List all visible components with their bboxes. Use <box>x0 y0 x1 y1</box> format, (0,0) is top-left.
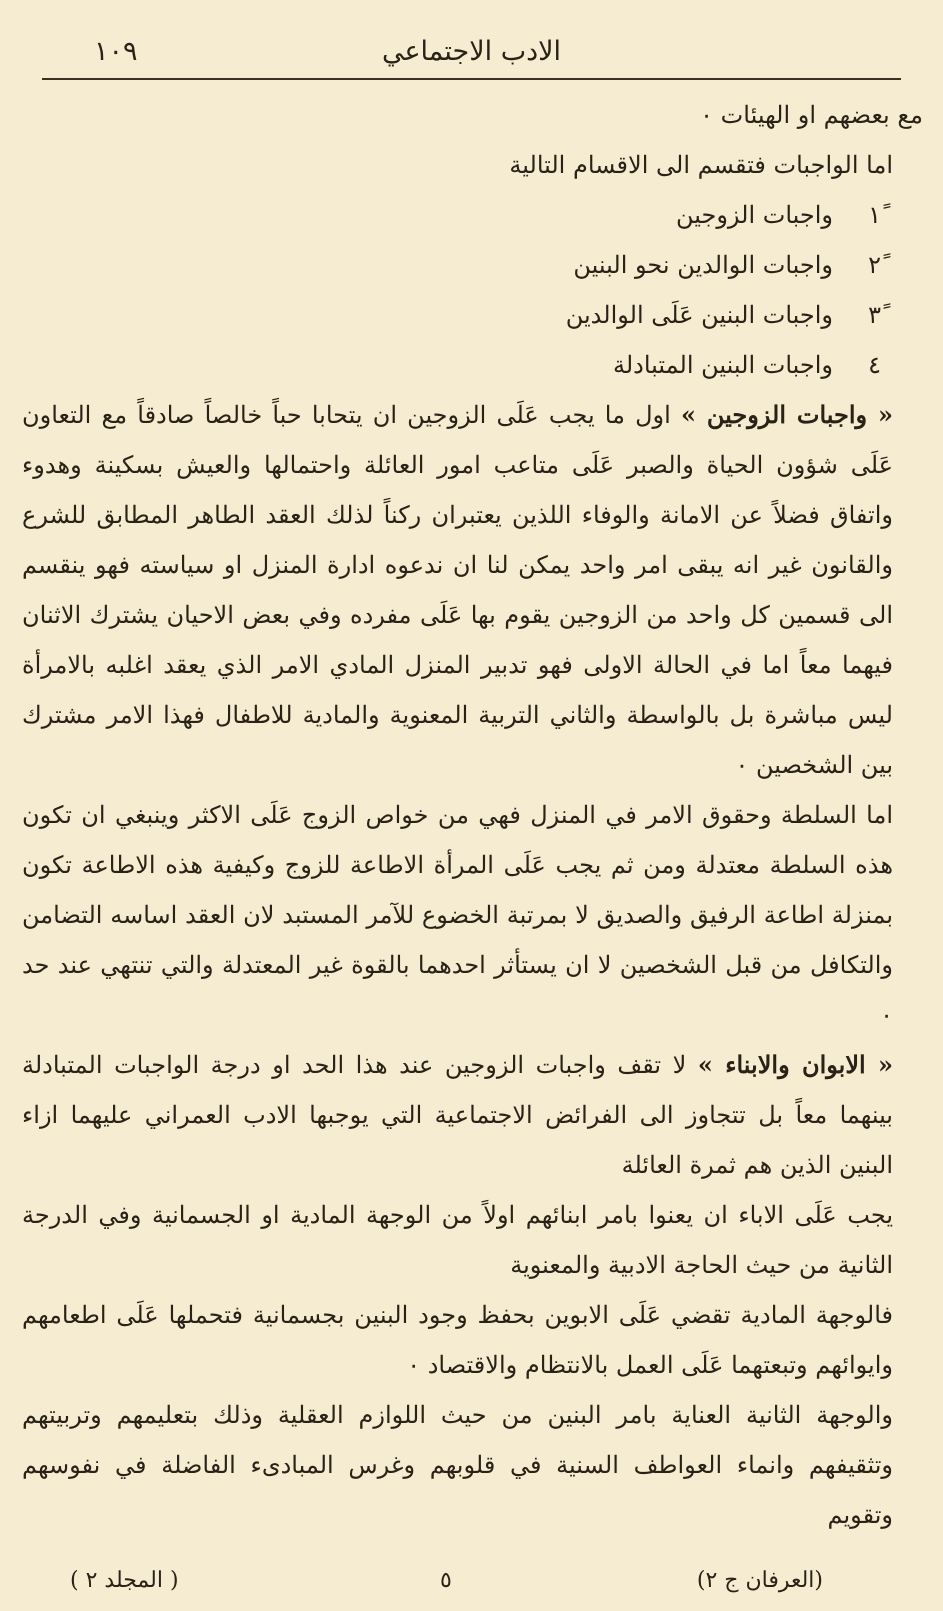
page-footer <box>60 1568 823 1604</box>
page-header <box>42 30 901 80</box>
section-text-spouses: اول ما يجب عَلَى الزوجين ان يتحابا حباً خالصاً صادقاً مع التعاون عَلَى شؤون الحياة والصبر عَلَى متاعب امور العائلة واحتمالها والعيش بسكينة وهدوء واتفاق فضلاً عن الامانة والوفاء اللذين يعتبران ركناً لذلك العقد الطاهر المطابق للشرع والقانون غير انه يبقى امر واحد يمكن لنا ان ندعوه ادارة المنزل او سياسته فهو ينقسم الى قسمين كل واحد من الزوجين يقوم بها عَلَى مفرده وفي بعض الاحيان يشترك الاثنان فيهما معاً اما في الحالة الاولى فهو تدبير المنزل المادي الامر الذي يعقد اغلبه بالامرأة ليس مباشرة بل بالواسطة والثاني التربية المعنوية والمادية للاطفال فهذا الامر مشترك بين الشخصين ٠ <box>22 401 893 779</box>
paragraph-duties-intro: اما الواجبات فتقسم الى الاقسام التالية <box>509 151 893 179</box>
duty-text: واجبات الزوجين <box>675 201 833 229</box>
duty-number: ٢ً <box>868 251 881 279</box>
duty-text: واجبات البنين عَلَى الوالدين <box>565 301 833 329</box>
duty-number: ١ً <box>868 201 881 229</box>
paragraph-parents-duty: يجب عَلَى الاباء ان يعنوا بامر ابنائهم اولاً من الوجهة المادية او الجسمانية وفي الدرجة الثانية من حيث الحاجة الادبية والمعنوية <box>22 1201 893 1279</box>
paragraph-second-aspect: والوجهة الثانية العناية بامر البنين من حيث اللوازم العقلية وذلك بتعليمهم وتربيتهم وتثقيفهم وانماء العواطف السنية في قلوبهم وغرس المبادىء الفاضلة في نفوسهم وتقويم <box>22 1401 893 1529</box>
section-heading-spouses: « واجبات الزوجين » <box>680 400 894 429</box>
running-title: الادب الاجتماعي <box>381 36 562 67</box>
duty-number: ٣ً <box>868 301 881 329</box>
paragraph-spouses <box>22 390 923 790</box>
duty-list-item <box>22 240 923 290</box>
page-body <box>22 90 923 1540</box>
paragraph-authority: اما السلطة وحقوق الامر في المنزل فهي من خواص الزوج عَلَى الاكثر وينبغي ان تكون هذه السلطة معتدلة ومن ثم يجب عَلَى المرأة الاطاعة للزوج وكيفية هذه الاطاعة تكون بمنزلة اطاعة الرفيق والصديق لا بمرتبة الخضوع للآمر المستبد لان العقد اساسه التضامن والتكافل من قبل الشخصين لا ان يستأثر احدهما بالقوة غير المعتدلة والتي تنتهي عند حد ٠ <box>22 801 893 1029</box>
paragraph-continuation: مع بعضهم او الهيئات ٠ <box>700 101 923 129</box>
duty-text: واجبات البنين المتبادلة <box>613 351 833 379</box>
paragraph-material: فالوجهة المادية تقضي عَلَى الابوين بحفظ وجود البنين بجسمانية فتحملها عَلَى اطعامهم وايوائهم وتبعتهما عَلَى العمل بالانتظام والاقتصاد ٠ <box>22 1301 893 1379</box>
paragraph-parents <box>22 1040 923 1190</box>
duty-text: واجبات الوالدين نحو البنين <box>573 251 833 279</box>
page-number: ١٠٩ <box>94 36 138 67</box>
duty-list-item <box>22 190 923 240</box>
duty-list-item <box>22 290 923 340</box>
section-heading-parents: « الابوان والابناء » <box>697 1050 893 1079</box>
signature-mark: ٥ <box>440 1568 452 1593</box>
section-text-parents: لا تقف واجبات الزوجين عند هذا الحد او درجة الواجبات المتبادلة بينهما معاً بل تتجاوز الى الفرائض الاجتماعية التي يوجبها الادب العمراني عليهما ازاء البنين الذين هم ثمرة العائلة <box>22 1051 893 1179</box>
volume-label: ( المجلد ٢ ) <box>70 1568 179 1593</box>
journal-label: (العرفان ج ٢) <box>696 1568 823 1593</box>
duty-number: ٤ <box>868 351 881 379</box>
duty-list-item <box>22 340 923 390</box>
